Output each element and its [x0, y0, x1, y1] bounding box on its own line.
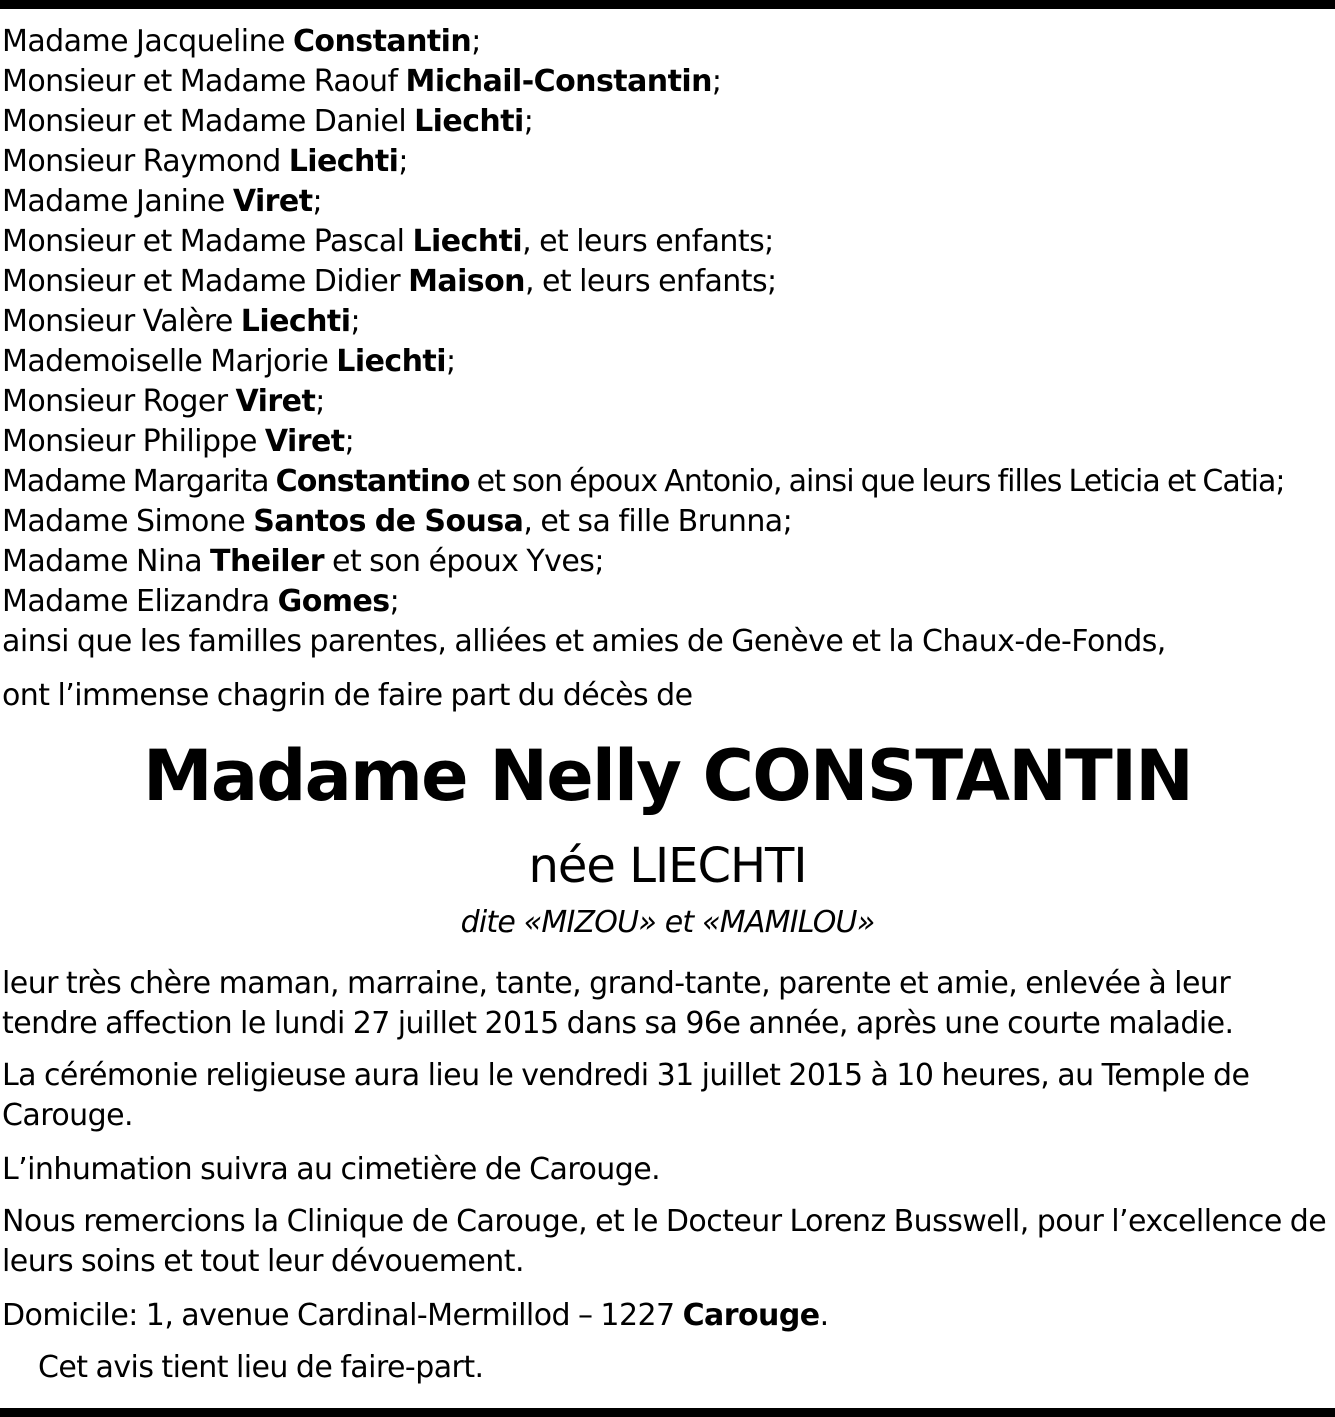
ceremony-paragraph: La cérémonie religieuse aura lieu le vendredi 31 juillet 2015 à 10 heures, au Temple de Carouge.	[2, 1058, 1250, 1133]
mourner-line: Monsieur Raymond Liechti;	[2, 144, 408, 179]
mourner-line: Monsieur et Madame Raouf Michail-Constantin;	[2, 64, 722, 99]
mourner-line: Monsieur et Madame Didier Maison, et leurs enfants;	[2, 264, 777, 299]
maiden-name: née LIECHTI	[528, 838, 807, 894]
mourner-line: Madame Margarita Constantino et son époux Antonio, ainsi que leurs filles Leticia et Catia;	[2, 464, 1285, 499]
closing-note: Cet avis tient lieu de faire-part.	[38, 1350, 484, 1385]
domicile-line: Domicile: 1, avenue Cardinal-Mermillod – 1227 Carouge.	[2, 1298, 829, 1333]
mourners-list	[2, 22, 1332, 662]
families-line: ainsi que les familles parentes, alliées et amies de Genève et la Chaux-de-Fonds,	[2, 624, 1166, 659]
mourner-line: Monsieur et Madame Daniel Liechti;	[2, 104, 534, 139]
mourner-line: Madame Jacqueline Constantin;	[2, 24, 481, 59]
description-paragraph: leur très chère maman, marraine, tante, grand-tante, parente et amie, enlevée à leur tendre affection le lundi 27 juillet 2015 dans sa 96e année, après une courte maladie.	[2, 966, 1234, 1041]
deceased-name: Madame Nelly CONSTANTIN	[142, 735, 1192, 817]
thanks-paragraph: Nous remercions la Clinique de Carouge, et le Docteur Lorenz Busswell, pour l’excellence de leurs soins et tout leur dévouement.	[2, 1204, 1327, 1279]
mourner-line: Monsieur et Madame Pascal Liechti, et leurs enfants;	[2, 224, 774, 259]
nicknames: dite «MIZOU» et «MAMILOU»	[460, 905, 875, 940]
burial-paragraph: L’inhumation suivra au cimetière de Carouge.	[2, 1152, 661, 1187]
announcement-intro: ont l’immense chagrin de faire part du décès de	[2, 678, 693, 713]
mourner-line: Madame Simone Santos de Sousa, et sa fille Brunna;	[2, 504, 793, 539]
mourner-line: Madame Nina Theiler et son époux Yves;	[2, 544, 604, 579]
mourner-line: Mademoiselle Marjorie Liechti;	[2, 344, 456, 379]
mourner-line: Madame Janine Viret;	[2, 184, 323, 219]
mourner-line: Monsieur Roger Viret;	[2, 384, 325, 419]
mourner-line: Madame Elizandra Gomes;	[2, 584, 400, 619]
mourner-line: Monsieur Philippe Viret;	[2, 424, 355, 459]
top-border-rule	[0, 0, 1335, 9]
bottom-border-rule	[0, 1408, 1335, 1417]
mourner-line: Monsieur Valère Liechti;	[2, 304, 361, 339]
